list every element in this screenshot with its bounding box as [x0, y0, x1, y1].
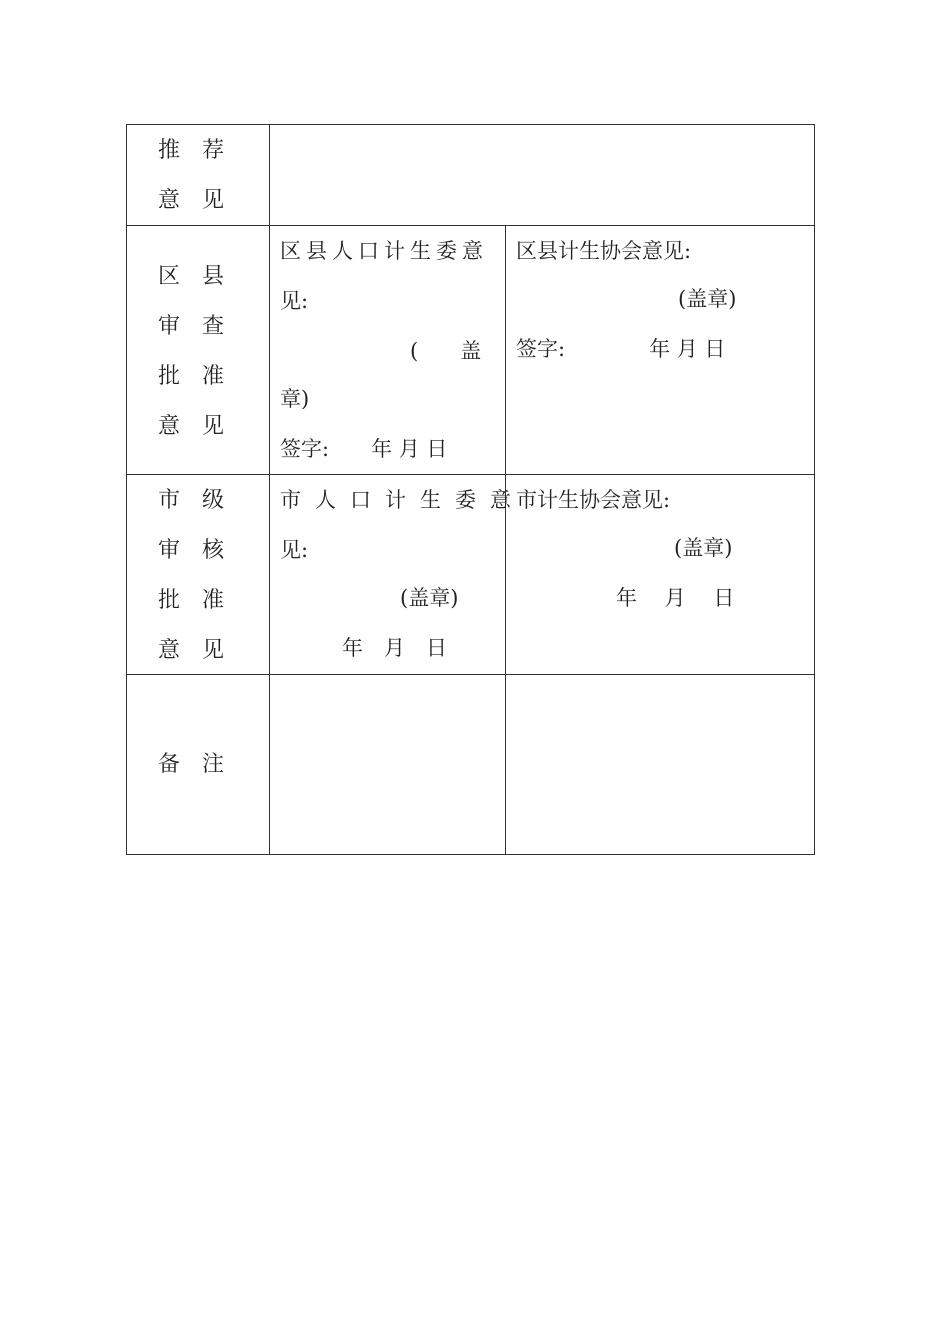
remarks-label: 备 注 [158, 752, 225, 777]
city-committee-title-line1: 市人口计生委意 [280, 488, 525, 512]
recommend-label-cell [127, 125, 269, 225]
city-committee-date: 年 月 日 [342, 636, 447, 660]
approval-form-table [126, 124, 815, 855]
city-committee-opinion-cell[interactable] [270, 475, 525, 674]
district-label-cell [127, 226, 269, 474]
city-committee-seal: (盖章) [400, 586, 459, 610]
district-association-opinion-cell[interactable] [506, 226, 814, 474]
city-association-opinion-cell[interactable] [506, 475, 814, 674]
recommend-label-line2: 意 见 [158, 188, 225, 213]
district-association-sign-date: 签字: 年 月 日 [516, 337, 726, 361]
city-label-line3: 批 准 [158, 588, 225, 613]
district-label-line4: 意 见 [158, 414, 225, 439]
district-committee-title-line2: 见: [280, 289, 309, 313]
district-committee-seal-line1: ( 盖 [410, 339, 482, 363]
district-label-line2: 审 查 [158, 314, 225, 339]
recommend-opinion-field[interactable] [270, 125, 814, 225]
district-label-line1: 区 县 [158, 264, 225, 289]
city-committee-title-line2: 见: [280, 538, 309, 562]
district-committee-seal-line2: 章) [280, 387, 310, 411]
district-committee-title-line1: 区县人口计生委意 [280, 239, 488, 263]
district-label-line3: 批 准 [158, 364, 225, 389]
city-association-date: 年 月 日 [616, 586, 735, 610]
district-association-seal: (盖章) [678, 287, 737, 311]
remarks-label-cell [127, 675, 269, 854]
district-association-title: 区县计生协会意见: [516, 239, 692, 263]
city-label-line1: 市 级 [158, 488, 225, 513]
city-association-title: 市计生协会意见: [516, 488, 671, 512]
district-committee-sign-date: 签字: 年 月 日 [280, 437, 448, 461]
city-association-seal: (盖章) [674, 536, 733, 560]
district-committee-opinion-cell[interactable] [270, 226, 505, 474]
recommend-label-line1: 推 荐 [158, 138, 225, 163]
remarks-field-left[interactable] [270, 675, 505, 854]
city-label-cell [127, 475, 269, 674]
remarks-field-right[interactable] [506, 675, 814, 854]
city-label-line2: 审 核 [158, 538, 225, 563]
city-label-line4: 意 见 [158, 638, 225, 663]
